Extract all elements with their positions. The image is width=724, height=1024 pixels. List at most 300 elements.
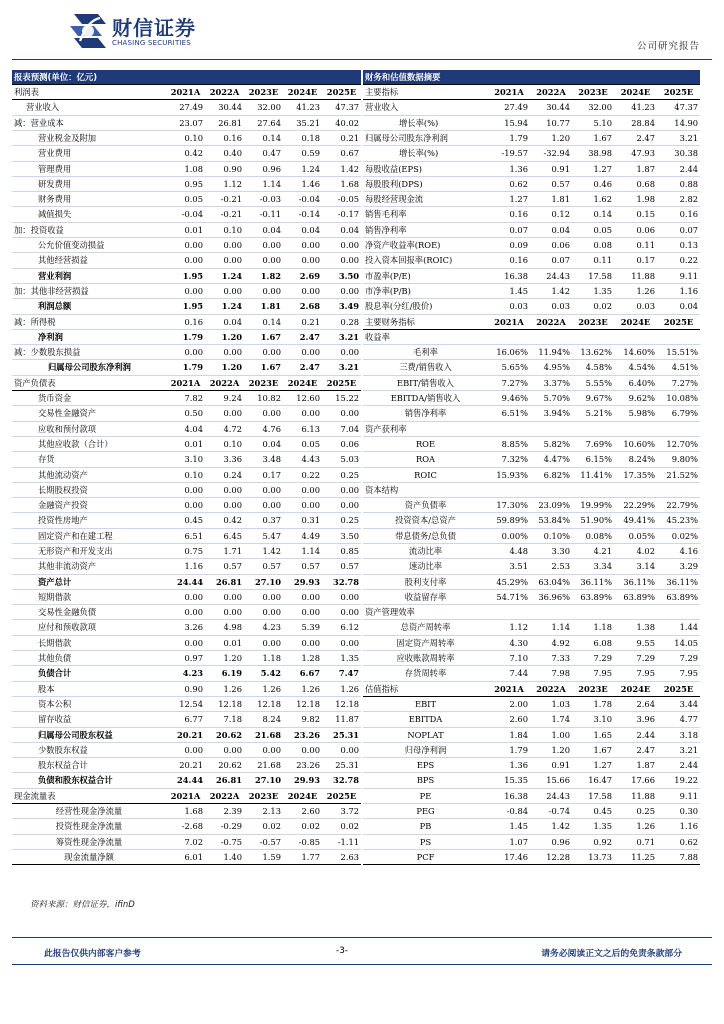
valuation-cell: 3.10 (572, 712, 614, 727)
valuation-cell: 1.67 (572, 742, 614, 757)
forecast-cell: 12.18 (322, 696, 361, 711)
forecast-cell: 0.01 (205, 635, 244, 650)
valuation-cell: 28.84 (614, 115, 657, 130)
valuation-cell: 0.11 (614, 238, 657, 253)
forecast-cell: 1.81 (244, 299, 283, 314)
valuation-cell: 7.32% (488, 452, 530, 467)
valuation-cell: 6.08 (572, 635, 614, 650)
valuation-row (363, 146, 700, 161)
forecast-cell: 0.04 (322, 222, 361, 237)
forecast-row (12, 115, 361, 130)
forecast-cell: 1.42 (322, 161, 361, 176)
valuation-cell: 1.26 (614, 819, 657, 834)
forecast-cell: 6.19 (205, 666, 244, 681)
forecast-row-label: 现金流量净额 (12, 849, 166, 864)
valuation-cell: 6.79% (657, 406, 700, 421)
forecast-cell: 1.67 (244, 329, 283, 344)
valuation-row-label: 主要财务指标 (363, 314, 488, 329)
valuation-cell: 41.23 (614, 100, 657, 115)
valuation-cell (614, 605, 657, 620)
forecast-cell: 4.98 (205, 620, 244, 635)
forecast-cell: 0.00 (205, 605, 244, 620)
forecast-cell: 0.28 (322, 314, 361, 329)
forecast-row-label: 股本 (12, 681, 166, 696)
valuation-year-header: 2024E (614, 681, 657, 696)
forecast-cell: 3.36 (205, 452, 244, 467)
forecast-year-header: 2022A (205, 85, 244, 100)
forecast-cell: -0.04 (283, 192, 322, 207)
forecast-cell: 1.08 (166, 161, 205, 176)
forecast-row-label: 其他负债 (12, 651, 166, 666)
forecast-cell: 6.12 (322, 620, 361, 635)
valuation-cell: 21.52% (657, 467, 700, 482)
forecast-row-label: 经营性现金净流量 (12, 804, 166, 819)
forecast-row (12, 819, 361, 834)
forecast-cell: 0.00 (283, 253, 322, 268)
valuation-row-label: 投入资本回报率(ROIC) (363, 253, 488, 268)
forecast-cell: 1.26 (244, 681, 283, 696)
valuation-cell: 3.21 (657, 742, 700, 757)
page-number: -3- (336, 946, 348, 956)
valuation-row (363, 696, 700, 711)
valuation-cell: 2.44 (657, 161, 700, 176)
valuation-cell: 63.04% (530, 574, 572, 589)
valuation-row (363, 819, 700, 834)
forecast-cell: 0.00 (244, 238, 283, 253)
valuation-row-label: 销售净利率 (363, 222, 488, 237)
valuation-row-label: 存货周转率 (363, 666, 488, 681)
valuation-cell: 0.88 (657, 176, 700, 191)
valuation-cell (488, 421, 530, 436)
forecast-cell: 5.42 (244, 666, 283, 681)
forecast-row-label: 长期股权投资 (12, 482, 166, 497)
forecast-year-header: 2023E (244, 85, 283, 100)
forecast-cell: 1.95 (166, 268, 205, 283)
forecast-row-label: 营业税金及附加 (12, 130, 166, 145)
valuation-row (363, 421, 700, 436)
forecast-year-header: 2021A (166, 85, 205, 100)
valuation-row (363, 192, 700, 207)
valuation-year-header: 2022A (530, 681, 572, 696)
valuation-cell: 17.30% (488, 498, 530, 513)
valuation-cell: 4.16 (657, 544, 700, 559)
forecast-row (12, 574, 361, 589)
forecast-cell: 24.44 (166, 773, 205, 788)
valuation-cell: 16.38 (488, 788, 530, 803)
forecast-cell: 26.81 (205, 115, 244, 130)
valuation-row-label: 主要指标 (363, 85, 488, 100)
forecast-cell: 0.57 (283, 559, 322, 574)
forecast-cell: 0.85 (322, 544, 361, 559)
page-footer (12, 937, 712, 965)
forecast-row-label: 其他应收款（合计） (12, 436, 166, 451)
forecast-cell: -0.05 (322, 192, 361, 207)
forecast-cell: 3.21 (322, 360, 361, 375)
valuation-cell: 1.87 (614, 161, 657, 176)
valuation-cell: 0.03 (614, 299, 657, 314)
forecast-row-label: 加：投资收益 (12, 222, 166, 237)
forecast-cell: 0.40 (205, 146, 244, 161)
valuation-row-label: PE (363, 788, 488, 803)
forecast-cell: -0.14 (283, 207, 322, 222)
forecast-cell: 2.47 (283, 360, 322, 375)
valuation-cell: 2.64 (614, 696, 657, 711)
valuation-cell: 30.44 (530, 100, 572, 115)
forecast-cell: 0.00 (166, 238, 205, 253)
valuation-cell: 15.93% (488, 467, 530, 482)
forecast-cell: 1.40 (205, 849, 244, 864)
valuation-row (363, 788, 700, 803)
forecast-cell: 4.04 (166, 421, 205, 436)
forecast-cell: 0.00 (322, 406, 361, 421)
valuation-cell: 11.88 (614, 268, 657, 283)
valuation-row (363, 391, 700, 406)
forecast-row-label: 筹资性现金净流量 (12, 834, 166, 849)
valuation-row (363, 238, 700, 253)
valuation-row (363, 329, 700, 344)
valuation-row (363, 253, 700, 268)
valuation-cell: 1.27 (572, 758, 614, 773)
forecast-row-label: 财务费用 (12, 192, 166, 207)
forecast-row (12, 498, 361, 513)
valuation-cell: 1.20 (530, 130, 572, 145)
forecast-row-label: 金融资产投资 (12, 498, 166, 513)
forecast-cell: 3.50 (322, 268, 361, 283)
valuation-cell: 1.44 (657, 620, 700, 635)
valuation-row-label: 总资产周转率 (363, 620, 488, 635)
forecast-cell: 1.16 (166, 559, 205, 574)
forecast-row-label: 投资性房地产 (12, 513, 166, 528)
valuation-row-label: EBIT (363, 696, 488, 711)
valuation-cell: 6.15% (572, 452, 614, 467)
valuation-cell: 36.11% (572, 574, 614, 589)
forecast-row (12, 620, 361, 635)
forecast-cell: 0.00 (205, 253, 244, 268)
forecast-cell: 0.22 (283, 467, 322, 482)
forecast-year-header: 2024E (283, 375, 322, 390)
valuation-cell: 7.44 (488, 666, 530, 681)
valuation-cell: 3.44 (657, 696, 700, 711)
valuation-cell: 1.42 (530, 819, 572, 834)
forecast-cell: 21.68 (244, 758, 283, 773)
valuation-row-label: BPS (363, 773, 488, 788)
valuation-cell: 4.77 (657, 712, 700, 727)
valuation-row (363, 176, 700, 191)
valuation-cell: 4.21 (572, 544, 614, 559)
valuation-cell: 36.11% (614, 574, 657, 589)
forecast-cell: 6.51 (166, 528, 205, 543)
forecast-cell: 0.16 (166, 314, 205, 329)
forecast-cell: 0.00 (322, 589, 361, 604)
valuation-cell: 1.45 (488, 283, 530, 298)
valuation-row-label: 应收账款周转率 (363, 651, 488, 666)
forecast-cell: 1.35 (322, 651, 361, 666)
valuation-cell: 11.25 (614, 849, 657, 864)
valuation-cell: 0.02 (572, 299, 614, 314)
forecast-cell: 0.00 (322, 605, 361, 620)
forecast-cell: 1.26 (205, 681, 244, 696)
valuation-cell: 1.16 (657, 283, 700, 298)
forecast-cell: 0.16 (205, 130, 244, 145)
valuation-cell: 0.91 (530, 161, 572, 176)
valuation-cell (657, 329, 700, 344)
forecast-year-header: 2025E (322, 85, 361, 100)
forecast-cell: -0.04 (166, 207, 205, 222)
forecast-row (12, 482, 361, 497)
valuation-row-label: 股息率(分红/股价) (363, 299, 488, 314)
forecast-year-header: 2025E (322, 375, 361, 390)
forecast-cell: 0.00 (322, 498, 361, 513)
footer-disclaimer-left: 此报告仅供内部客户参考 (44, 949, 141, 959)
forecast-cell: 0.02 (322, 819, 361, 834)
valuation-cell: 7.98 (530, 666, 572, 681)
valuation-cell: 0.62 (488, 176, 530, 191)
forecast-cell: 0.02 (244, 819, 283, 834)
valuation-cell: 23.09% (530, 498, 572, 513)
forecast-cell: 4.76 (244, 421, 283, 436)
forecast-row (12, 727, 361, 742)
forecast-row-label: 资产负债表 (12, 375, 166, 390)
forecast-cell: 8.24 (244, 712, 283, 727)
forecast-cell: 2.63 (322, 849, 361, 864)
forecast-cell: 0.00 (205, 742, 244, 757)
forecast-row (12, 253, 361, 268)
forecast-cell: -0.57 (244, 834, 283, 849)
forecast-row-label: 应付和预收款项 (12, 620, 166, 635)
valuation-cell: 0.04 (657, 299, 700, 314)
valuation-cell: 9.55 (614, 635, 657, 650)
forecast-cell: 1.95 (166, 299, 205, 314)
valuation-cell: 0.96 (530, 834, 572, 849)
forecast-cell: 32.78 (322, 574, 361, 589)
forecast-row-label: 利润表 (12, 85, 166, 100)
forecast-cell: -0.03 (244, 192, 283, 207)
forecast-cell: 0.00 (244, 406, 283, 421)
forecast-cell: -0.21 (205, 207, 244, 222)
valuation-cell: 0.10% (530, 528, 572, 543)
forecast-table-title: 报表预测(单位：亿元) (12, 70, 361, 85)
valuation-row (363, 834, 700, 849)
valuation-cell: 11.94% (530, 345, 572, 360)
valuation-row (363, 666, 700, 681)
valuation-cell: 3.94% (530, 406, 572, 421)
valuation-row-label: PS (363, 834, 488, 849)
valuation-row (363, 207, 700, 222)
forecast-cell: 0.00 (283, 345, 322, 360)
valuation-cell: 13.62% (572, 345, 614, 360)
valuation-cell: 1.35 (572, 283, 614, 298)
valuation-cell: 59.89% (488, 513, 530, 528)
valuation-cell: 4.58% (572, 360, 614, 375)
forecast-row (12, 192, 361, 207)
valuation-cell: 0.91 (530, 758, 572, 773)
forecast-cell: 2.39 (205, 804, 244, 819)
forecast-cell: -0.75 (205, 834, 244, 849)
valuation-row (363, 406, 700, 421)
valuation-cell: 53.84% (530, 513, 572, 528)
forecast-row (12, 635, 361, 650)
forecast-cell: 0.04 (244, 436, 283, 451)
valuation-cell: 9.46% (488, 391, 530, 406)
valuation-cell: 0.09 (488, 238, 530, 253)
valuation-cell: 7.29 (657, 651, 700, 666)
forecast-cell: 1.20 (205, 360, 244, 375)
forecast-row-label: 无形资产和开发支出 (12, 544, 166, 559)
valuation-row (363, 804, 700, 819)
valuation-row (363, 130, 700, 145)
valuation-cell: 0.07 (530, 253, 572, 268)
forecast-cell: 4.23 (244, 620, 283, 635)
forecast-cell: 0.00 (205, 406, 244, 421)
valuation-cell (530, 329, 572, 344)
forecast-row (12, 834, 361, 849)
valuation-row-label: EBITDA (363, 712, 488, 727)
forecast-cell: 0.14 (244, 314, 283, 329)
forecast-cell: 9.82 (283, 712, 322, 727)
forecast-cell: 0.00 (166, 283, 205, 298)
valuation-cell (530, 421, 572, 436)
forecast-cell: 12.60 (283, 391, 322, 406)
valuation-year-header: 2023E (572, 314, 614, 329)
forecast-row (12, 849, 361, 864)
forecast-row-label: 少数股东权益 (12, 742, 166, 757)
forecast-cell: 7.82 (166, 391, 205, 406)
forecast-row-label: 归属母公司股东净利润 (12, 360, 166, 375)
valuation-row (363, 482, 700, 497)
forecast-cell: 27.10 (244, 574, 283, 589)
forecast-section-header (12, 85, 361, 100)
valuation-row-label: 销售净利率 (363, 406, 488, 421)
valuation-cell: 0.07 (488, 222, 530, 237)
valuation-row-label: PEG (363, 804, 488, 819)
valuation-cell: 63.89% (572, 589, 614, 604)
valuation-cell: 1.07 (488, 834, 530, 849)
valuation-row (363, 758, 700, 773)
forecast-cell: 32.00 (244, 100, 283, 115)
forecast-cell: 26.81 (205, 574, 244, 589)
valuation-row-label: 投资资本/总资产 (363, 513, 488, 528)
forecast-section-header (12, 788, 361, 803)
financial-forecast-table (12, 70, 361, 865)
forecast-cell: 0.00 (244, 482, 283, 497)
forecast-cell: 1.26 (283, 681, 322, 696)
valuation-cell (530, 605, 572, 620)
valuation-row-label: 固定资产周转率 (363, 635, 488, 650)
valuation-row (363, 161, 700, 176)
valuation-cell: -0.74 (530, 804, 572, 819)
report-type: 公司研究报告 (636, 41, 700, 52)
valuation-cell: 0.16 (488, 207, 530, 222)
forecast-row-label: 其他流动资产 (12, 467, 166, 482)
forecast-cell: 0.00 (166, 253, 205, 268)
forecast-row-label: 交易性金融资产 (12, 406, 166, 421)
valuation-row-label: 归属母公司股东净利润 (363, 130, 488, 145)
forecast-cell: 0.50 (166, 406, 205, 421)
forecast-cell: 1.77 (283, 849, 322, 864)
forecast-year-header: 2024E (283, 85, 322, 100)
valuation-cell: 3.30 (530, 544, 572, 559)
forecast-cell: 0.00 (205, 238, 244, 253)
forecast-cell: 0.00 (322, 283, 361, 298)
valuation-cell: 1.42 (530, 283, 572, 298)
valuation-cell: 5.82% (530, 436, 572, 451)
valuation-row (363, 345, 700, 360)
valuation-cell: 63.89% (614, 589, 657, 604)
forecast-cell: 1.14 (244, 176, 283, 191)
forecast-cell: 0.04 (244, 222, 283, 237)
valuation-row (363, 559, 700, 574)
forecast-cell: 1.68 (166, 804, 205, 819)
valuation-row (363, 100, 700, 115)
valuation-cell: 47.93 (614, 146, 657, 161)
forecast-row-label: 归属母公司股东权益 (12, 727, 166, 742)
forecast-cell: -0.11 (244, 207, 283, 222)
valuation-cell: 7.33 (530, 651, 572, 666)
forecast-cell: 0.01 (166, 436, 205, 451)
forecast-cell: 4.72 (205, 421, 244, 436)
valuation-year-header: 2022A (530, 85, 572, 100)
forecast-cell: 0.00 (205, 283, 244, 298)
brand-name-cn: 财信证券 (112, 16, 196, 40)
valuation-cell: 0.71 (614, 834, 657, 849)
forecast-row (12, 406, 361, 421)
forecast-cell: 0.04 (205, 314, 244, 329)
forecast-row (12, 605, 361, 620)
forecast-cell: 0.97 (166, 651, 205, 666)
valuation-cell: 36.11% (657, 574, 700, 589)
valuation-cell (488, 329, 530, 344)
valuation-cell: 2.00 (488, 696, 530, 711)
valuation-row (363, 574, 700, 589)
valuation-cell: 15.51% (657, 345, 700, 360)
valuation-cell: 0.45 (572, 804, 614, 819)
valuation-row (363, 375, 700, 390)
forecast-cell: 0.90 (166, 681, 205, 696)
valuation-cell: 36.96% (530, 589, 572, 604)
valuation-cell (530, 482, 572, 497)
forecast-row (12, 544, 361, 559)
forecast-row-label: 负债和股东权益合计 (12, 773, 166, 788)
valuation-row (363, 544, 700, 559)
valuation-cell: 30.38 (657, 146, 700, 161)
valuation-cell (657, 605, 700, 620)
forecast-cell: 0.24 (205, 467, 244, 482)
forecast-cell: 47.37 (322, 100, 361, 115)
valuation-row (363, 742, 700, 757)
valuation-cell: 14.90 (657, 115, 700, 130)
forecast-row (12, 804, 361, 819)
valuation-cell: 3.37% (530, 375, 572, 390)
forecast-cell: 0.90 (205, 161, 244, 176)
forecast-cell: 0.00 (322, 482, 361, 497)
forecast-year-header: 2023E (244, 375, 283, 390)
forecast-cell: 4.49 (283, 528, 322, 543)
valuation-cell: 1.67 (572, 130, 614, 145)
forecast-cell: 0.00 (244, 498, 283, 513)
valuation-cell: 22.29% (614, 498, 657, 513)
valuation-cell (572, 605, 614, 620)
valuation-cell: 12.70% (657, 436, 700, 451)
valuation-cell: 17.58 (572, 788, 614, 803)
forecast-row (12, 238, 361, 253)
valuation-cell: 1.35 (572, 819, 614, 834)
forecast-cell: 0.00 (166, 482, 205, 497)
forecast-year-header: 2025E (322, 788, 361, 803)
valuation-cell: 9.80% (657, 452, 700, 467)
valuation-cell: 12.28 (530, 849, 572, 864)
valuation-cell: 10.60% (614, 436, 657, 451)
valuation-cell: -0.84 (488, 804, 530, 819)
